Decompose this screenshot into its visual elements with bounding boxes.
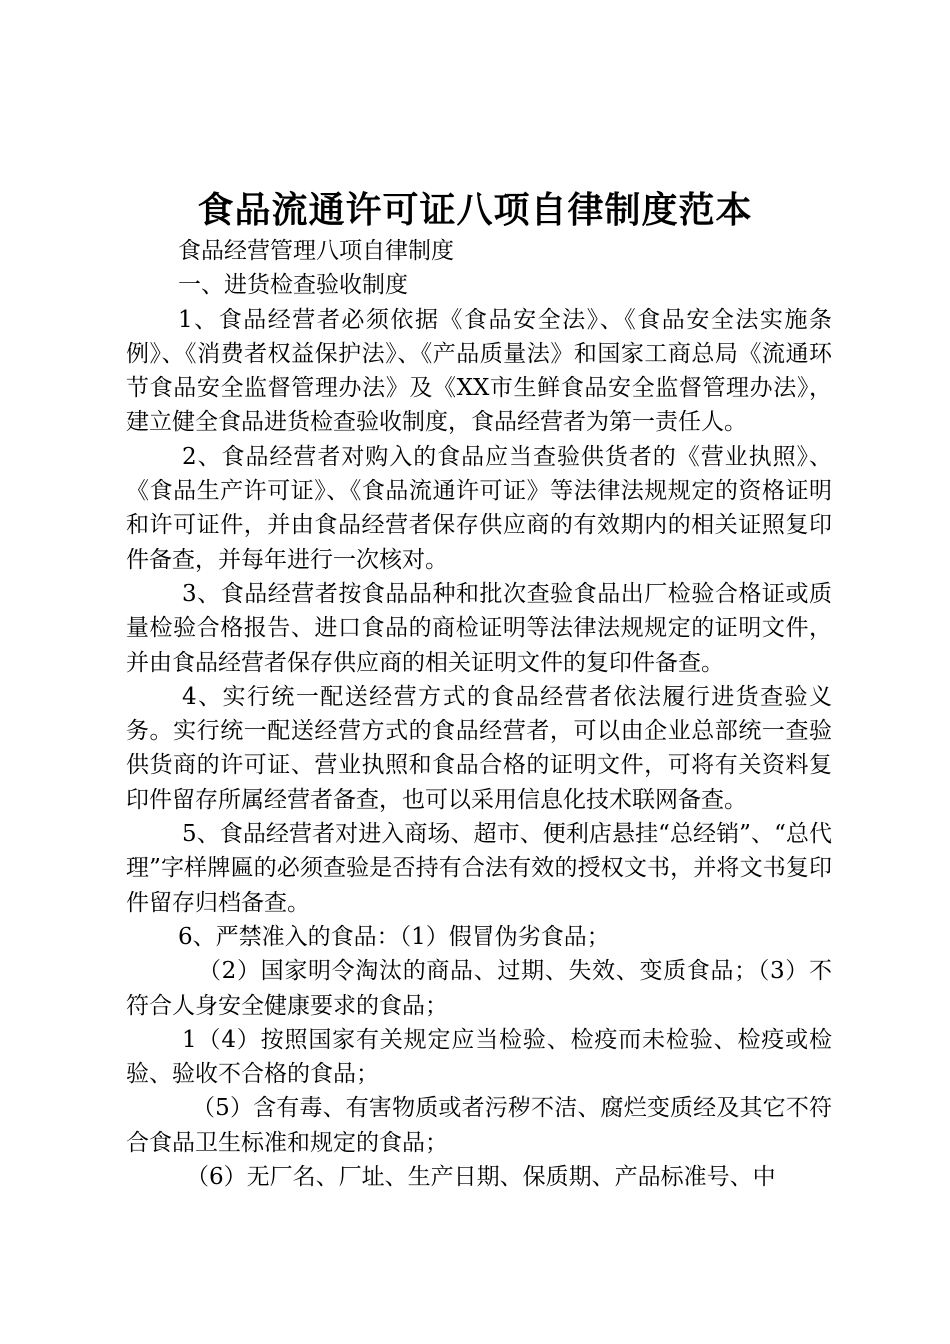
section-heading: 一、进货检查验收制度 bbox=[178, 272, 408, 299]
paragraph: （6）无厂名、厂址、生产日期、保质期、产品标准号、中 bbox=[186, 1164, 776, 1191]
paragraph: 2、食品经营者对购入的食品应当查验供货者的《营业执照》、《食品生产许可证》、《食品流通许可证》等法律法规规定的资格证明和许可证件，并由食品经营者保存供应商的有效期内的相关证照复印件备查，并每年进行一次核对。 bbox=[126, 443, 832, 573]
document-body bbox=[126, 234, 832, 1194]
paragraph: 1、食品经营者必须依据《食品安全法》、《食品安全法实施条例》、《消费者权益保护法》、《产品质量法》和国家工商总局《流通环节食品安全监督管理办法》及《XX市生鲜食品安全监督管理办法》，建立健全食品进货检查验收制度，食品经营者为第一责任人。 bbox=[126, 306, 832, 436]
paragraph: 4、实行统一配送经营方式的食品经营者依法履行进货查验义务。实行统一配送经营方式的食品经营者，可以由企业总部统一查验供货商的许可证、营业执照和食品合格的证明文件，可将有关资料复印件留存所属经营者备查，也可以采用信息化技术联网备查。 bbox=[126, 683, 832, 813]
paragraph: 1（4）按照国家有关规定应当检验、检疫而未检验、检疫或检验、验收不合格的食品； bbox=[126, 1026, 832, 1088]
paragraph: （2）国家明令淘汰的商品、过期、失效、变质食品；（3）不符合人身安全健康要求的食品； bbox=[126, 958, 832, 1019]
paragraph: 6、严禁准入的食品：（1）假冒伪劣食品； bbox=[178, 923, 610, 950]
subtitle: 食品经营管理八项自律制度 bbox=[178, 238, 454, 264]
paragraph: 5、食品经营者对进入商场、超市、便利店悬挂“总经销”、“总代理”字样牌匾的必须查验是否持有合法有效的授权文书，并将文书复印件留存归档备查。 bbox=[126, 821, 832, 916]
paragraph: （5）含有毒、有害物质或者污秽不洁、腐烂变质经及其它不符合食品卫生标准和规定的食品； bbox=[126, 1095, 832, 1156]
paragraph: 3、食品经营者按食品品种和批次查验食品出厂检验合格证或质量检验合格报告、进口食品的商检证明等法律法规规定的证明文件，并由食品经营者保存供应商的相关证明文件的复印件备查。 bbox=[126, 580, 832, 676]
document-title: 食品流通许可证八项自律制度范本 bbox=[197, 190, 753, 231]
